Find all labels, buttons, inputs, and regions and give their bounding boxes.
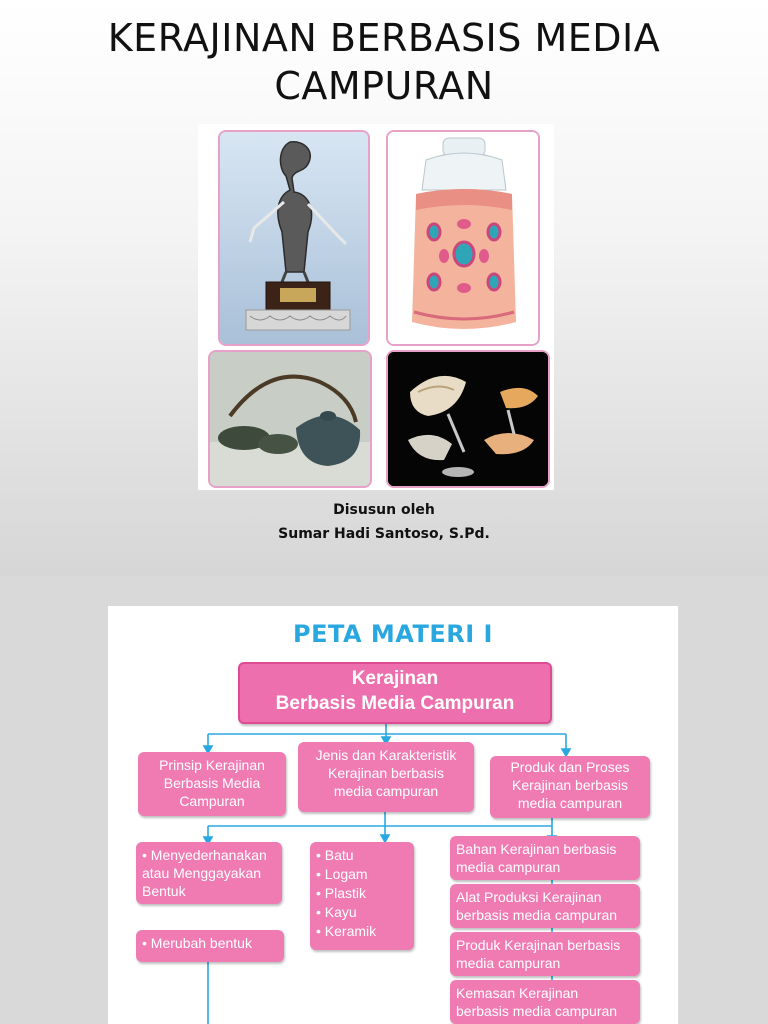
title-line-1: KERAJINAN BERBASIS MEDIA: [107, 16, 661, 60]
photo-silver-shells: [386, 350, 550, 488]
branch-line: Produk dan Proses: [510, 759, 630, 775]
principle-line: atau Menggayakan: [142, 865, 262, 881]
title-line-2: CAMPURAN: [274, 64, 494, 108]
root-line-1: Kerajinan: [351, 668, 439, 689]
material-item: • Keramik: [316, 923, 377, 939]
product-line: berbasis media campuran: [456, 907, 618, 923]
branch-line: Jenis dan Karakteristik: [315, 747, 457, 763]
concept-map: [108, 606, 678, 1024]
branch-line: Kerajinan berbasis: [328, 765, 444, 781]
slide-title: [0, 14, 768, 110]
concept-map-slide: [0, 576, 768, 1024]
principle-simplify: [136, 842, 282, 904]
product-line: media campuran: [456, 859, 561, 875]
branch-line: Berbasis Media: [163, 775, 261, 791]
principle-change-shape: [136, 930, 284, 962]
product-produk: [450, 932, 640, 976]
material-item: • Kayu: [316, 904, 357, 920]
principle-line: • Menyederhanakan: [142, 847, 267, 863]
branch-line: media campuran: [517, 795, 623, 811]
photo-collage: [198, 124, 554, 490]
materials-list: [310, 842, 414, 950]
branch-line: Kerajinan berbasis: [512, 777, 628, 793]
photo-wire-teapot: [208, 350, 372, 488]
product-line: Produk Kerajinan berbasis: [456, 937, 621, 953]
product-line: Kemasan Kerajinan: [456, 985, 579, 1001]
principle-line: Bentuk: [142, 883, 186, 899]
branch-produk: [490, 756, 650, 818]
photo-wayang-trophy: [218, 130, 370, 346]
product-kemasan: [450, 980, 640, 1024]
photo-decorated-jar: [386, 130, 540, 346]
map-title: PETA MATERI I: [293, 620, 493, 648]
material-item: • Plastik: [316, 885, 367, 901]
material-item: • Batu: [316, 847, 354, 863]
branch-line: media campuran: [333, 783, 439, 799]
product-line: media campuran: [456, 955, 561, 971]
author-name: Sumar Hadi Santoso, S.Pd.: [278, 526, 490, 542]
root-node: [238, 662, 552, 724]
product-alat: [450, 884, 640, 928]
branch-jenis: [298, 742, 474, 812]
material-item: • Logam: [316, 866, 368, 882]
product-line: berbasis media campuran: [456, 1003, 618, 1019]
credit-label: Disusun oleh: [333, 502, 435, 518]
principle-line: • Merubah bentuk: [142, 935, 252, 951]
root-line-2: Berbasis Media Campuran: [275, 693, 515, 714]
product-line: Bahan Kerajinan berbasis: [456, 841, 617, 857]
product-line: Alat Produksi Kerajinan: [456, 889, 602, 905]
branch-prinsip: [138, 752, 286, 816]
product-bahan: [450, 836, 640, 880]
branch-line: Campuran: [179, 793, 245, 809]
branch-line: Prinsip Kerajinan: [159, 757, 265, 773]
